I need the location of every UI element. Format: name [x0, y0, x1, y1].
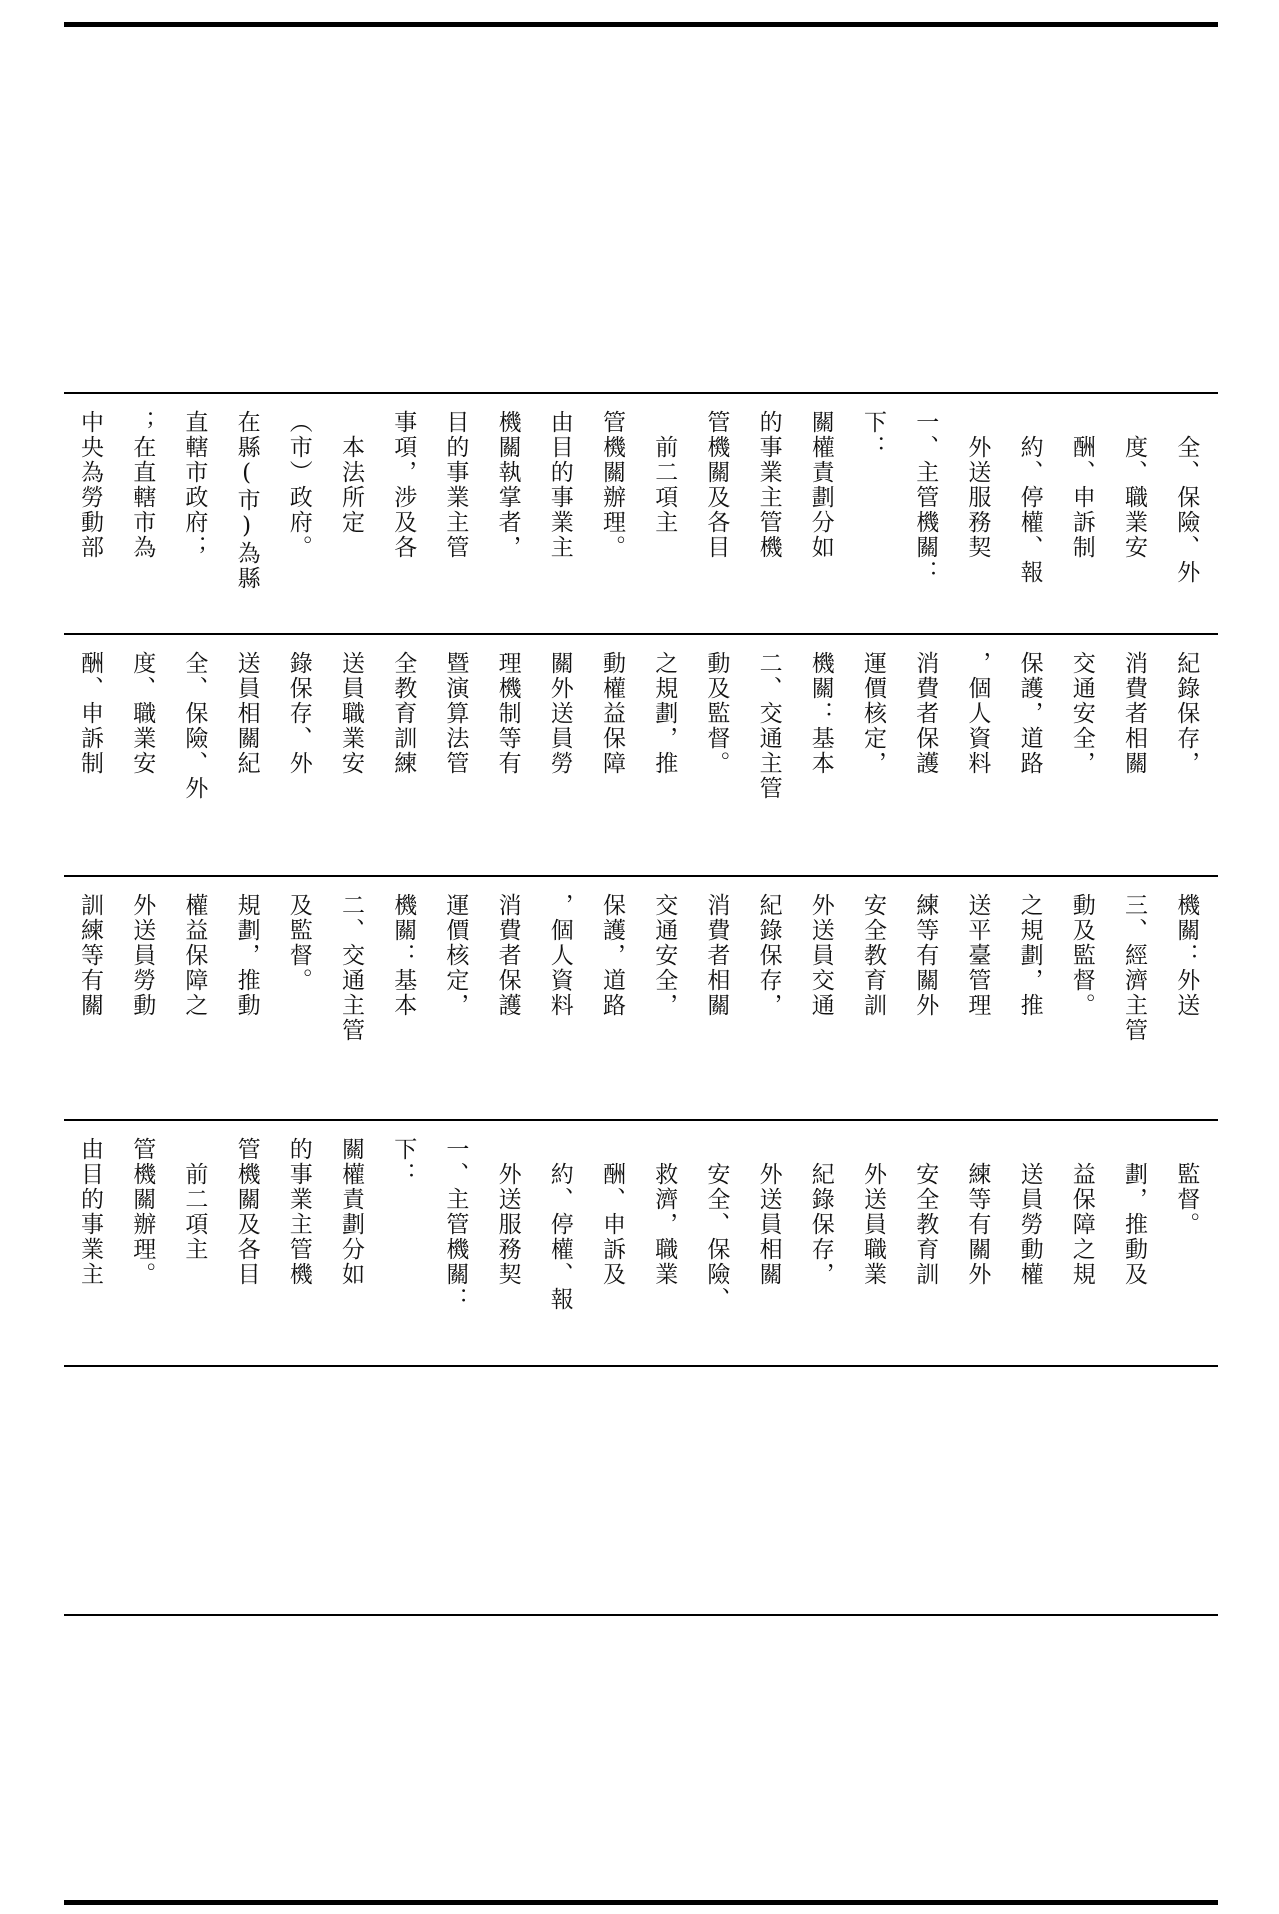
text-column: 動及監督。	[703, 651, 730, 776]
text-column: 關外送員勞	[546, 651, 573, 776]
text-column: 及監督。	[285, 893, 312, 993]
text-column: 直轄市政府；	[181, 410, 208, 560]
text-column: 外送服務契	[494, 1137, 521, 1287]
text-column: 監督。	[1173, 1137, 1200, 1237]
text-column: 外送員相關	[755, 1137, 782, 1287]
text-column: 紀錄保存，	[755, 893, 782, 1018]
text-column: 消費者保護	[494, 893, 521, 1018]
text-column: 紀錄保存，	[807, 1137, 834, 1287]
text-column: 送員相關紀	[233, 651, 260, 776]
text-column: 機關：基本	[390, 893, 417, 1018]
text-column: 權益保障之	[181, 893, 208, 1018]
table-rule	[64, 1119, 1218, 1121]
text-column: 安全教育訓	[860, 893, 886, 1018]
text-column: 外送服務契	[964, 410, 991, 560]
text-column: 消費者相關	[1121, 651, 1147, 776]
table-rule	[64, 1365, 1218, 1367]
text-column: 消費者保護	[912, 651, 939, 776]
text-column: 由目的事業主	[546, 410, 573, 560]
text-column: 之規劃，推	[651, 651, 678, 776]
text-column: 目的事業主管	[442, 410, 469, 560]
text-column: 紀錄保存，	[1173, 651, 1200, 776]
text-column: 酬、申訴制	[1068, 410, 1095, 560]
text-band-3	[64, 883, 1218, 1115]
text-column: 關權責劃分如	[807, 410, 834, 560]
text-column: 的事業主管機	[755, 410, 782, 560]
text-column: 錄保存、外	[285, 651, 312, 776]
text-column: 外送員勞動	[129, 893, 156, 1018]
text-column: 在縣(市)為縣	[233, 410, 260, 591]
text-column: 運價核定，	[860, 651, 886, 776]
text-column: 送平臺管理	[964, 893, 991, 1018]
text-column: 關權責劃分如	[338, 1137, 364, 1287]
text-column: 度、職業安	[129, 651, 156, 776]
table-rule	[64, 392, 1218, 394]
bottom-rule	[64, 1900, 1218, 1905]
text-column: 消費者相關	[703, 893, 730, 1018]
text-column: 酬、申訴制	[77, 651, 103, 776]
text-column: 之規劃，推	[1016, 893, 1043, 1018]
text-band-4	[64, 1127, 1218, 1362]
table-rule	[64, 875, 1218, 877]
text-column: 理機制等有	[494, 651, 521, 776]
text-column: 規劃，推動	[233, 893, 260, 1018]
text-column: 送員職業安	[338, 651, 364, 776]
text-column: 三、經濟主管	[1121, 893, 1147, 1043]
text-column: 的事業主管機	[285, 1137, 312, 1287]
text-column: 運價核定，	[442, 893, 469, 1018]
text-column: 機關執掌者，	[494, 410, 521, 560]
text-column: 管機關及各目	[703, 410, 730, 560]
table-rule	[64, 633, 1218, 635]
text-column: 保護，道路	[1016, 651, 1043, 776]
text-column: 管機關辦理。	[599, 410, 625, 560]
text-column: 劃，推動及	[1121, 1137, 1147, 1287]
text-column: 由目的事業主	[77, 1137, 103, 1287]
text-column: ，個人資料	[546, 893, 573, 1018]
text-column: 訓練等有關	[77, 893, 103, 1018]
text-column: 本法所定	[338, 410, 364, 535]
text-column: ；在直轄市為	[129, 410, 156, 560]
text-column: 前二項主	[181, 1137, 208, 1262]
text-column: 管機關及各目	[233, 1137, 260, 1287]
text-column: 前二項主	[651, 410, 678, 535]
text-column: 交通安全，	[651, 893, 678, 1018]
text-column: 管機關辦理。	[129, 1137, 156, 1287]
text-column: 動權益保障	[599, 651, 625, 776]
text-column: 一、主管機關：	[912, 410, 939, 585]
text-column: 救濟，職業	[651, 1137, 678, 1287]
text-band-1	[64, 400, 1218, 630]
text-column: 安全教育訓	[912, 1137, 939, 1287]
text-column: 機關：基本	[807, 651, 834, 776]
text-column: 下：	[860, 410, 886, 460]
text-column: 二、交通主管	[755, 651, 782, 801]
text-column: 安全、保險、	[703, 1137, 730, 1312]
text-column: 益保障之規	[1068, 1137, 1095, 1287]
text-column: 約、停權、報	[1016, 410, 1043, 585]
text-column: 練等有關外	[964, 1137, 991, 1287]
text-column: 交通安全，	[1068, 651, 1095, 776]
text-column: 全教育訓練	[390, 651, 417, 776]
text-column: 動及監督。	[1068, 893, 1095, 1018]
text-column: 二、交通主管	[338, 893, 364, 1043]
text-column: 一、主管機關：	[442, 1137, 469, 1312]
table-rule	[64, 1614, 1218, 1616]
text-column: 外送員職業	[860, 1137, 886, 1287]
text-column: 約、停權、報	[546, 1137, 573, 1312]
text-column: 練等有關外	[912, 893, 939, 1018]
text-column: 暨演算法管	[442, 651, 469, 776]
text-column: ，個人資料	[964, 651, 991, 776]
text-column: 中央為勞動部	[77, 410, 103, 560]
text-band-2	[64, 641, 1218, 871]
text-column: 事項，涉及各	[390, 410, 417, 560]
text-column: 送員勞動權	[1016, 1137, 1043, 1287]
text-column: 外送員交通	[807, 893, 834, 1018]
text-column: 度、職業安	[1121, 410, 1147, 560]
text-column: 全、保險、外	[1173, 410, 1200, 585]
text-column: （市）政府。	[285, 410, 312, 560]
text-column: 下：	[390, 1137, 417, 1187]
text-column: 全、保險、外	[181, 651, 208, 801]
text-column: 機關：外送	[1173, 893, 1200, 1018]
top-rule	[64, 22, 1218, 27]
text-column: 保護，道路	[599, 893, 625, 1018]
text-column: 酬、申訴及	[599, 1137, 625, 1287]
